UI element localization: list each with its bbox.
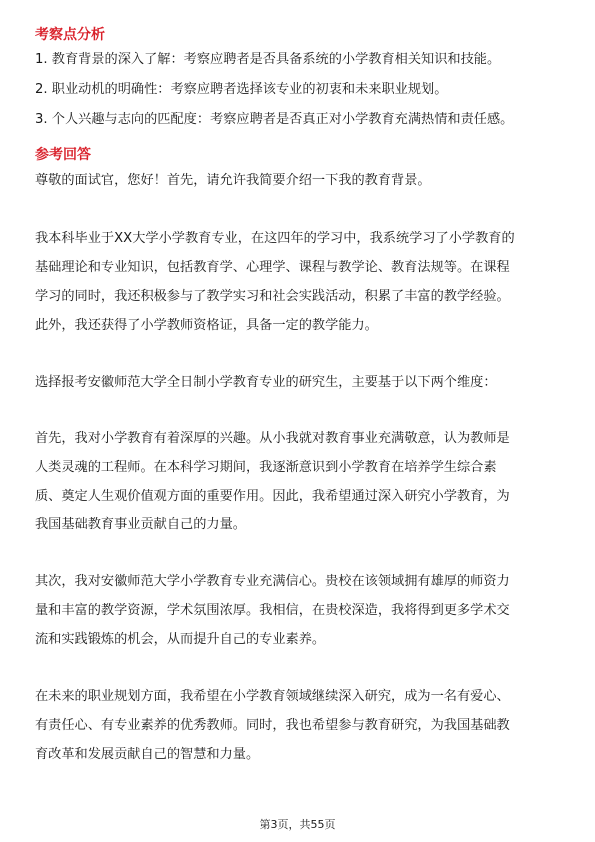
paragraph-line: 我国基础教育事业贡献自己的力量。 xyxy=(35,517,246,532)
answer-greeting: 尊敬的面试官，您好！首先，请允许我简要介绍一下我的教育背景。 xyxy=(35,173,431,188)
paragraph-line: 选择报考安徽师范大学全日制小学教育专业的研究生，主要基于以下两个维度： xyxy=(35,375,497,390)
analysis-heading: 考察点分析 xyxy=(35,27,105,43)
paragraph-line: 我本科毕业于XX大学小学教育专业，在这四年的学习中，我系统学习了小学教育的 xyxy=(35,231,515,246)
paragraph-line: 学习的同时，我还积极参与了教学实习和社会实践活动，积累了丰富的教学经验。 xyxy=(35,289,510,304)
paragraph-line: 量和丰富的教学资源，学术氛围浓厚。我相信，在贵校深造，我将得到更多学术交 xyxy=(35,603,510,618)
analysis-item: 2. 职业动机的明确性：考察应聘者选择该专业的初衷和未来职业规划。 xyxy=(35,82,448,97)
paragraph-line: 流和实践锻炼的机会，从而提升自己的专业素养。 xyxy=(35,632,326,647)
analysis-item: 3. 个人兴趣与志向的匹配度：考察应聘者是否真正对小学教育充满热情和责任感。 xyxy=(35,112,514,127)
paragraph-line: 首先，我对小学教育有着深厚的兴趣。从小我就对教育事业充满敬意，认为教师是 xyxy=(35,431,510,446)
paragraph-line: 在未来的职业规划方面，我希望在小学教育领域继续深入研究，成为一名有爱心、 xyxy=(35,689,510,704)
paragraph-line: 有责任心、有专业素养的优秀教师。同时，我也希望参与教育研究，为我国基础教 xyxy=(35,718,510,733)
paragraph-line: 此外，我还获得了小学教师资格证，具备一定的教学能力。 xyxy=(35,318,378,333)
answer-heading: 参考回答 xyxy=(35,147,91,163)
page-number: 第3页，共55页 xyxy=(259,818,336,831)
analysis-item: 1. 教育背景的深入了解：考察应聘者是否具备系统的小学教育相关知识和技能。 xyxy=(35,52,501,67)
paragraph-line: 其次，我对安徽师范大学小学教育专业充满信心。贵校在该领域拥有雄厚的师资力 xyxy=(35,574,510,589)
paragraph-line: 基础理论和专业知识，包括教育学、心理学、课程与教学论、教育法规等。在课程 xyxy=(35,260,510,275)
paragraph-line: 人类灵魂的工程师。在本科学习期间，我逐渐意识到小学教育在培养学生综合素 xyxy=(35,460,497,475)
paragraph-line: 育改革和发展贡献自己的智慧和力量。 xyxy=(35,747,260,762)
paragraph-line: 质、奠定人生观价值观方面的重要作用。因此，我希望通过深入研究小学教育，为 xyxy=(35,489,510,504)
